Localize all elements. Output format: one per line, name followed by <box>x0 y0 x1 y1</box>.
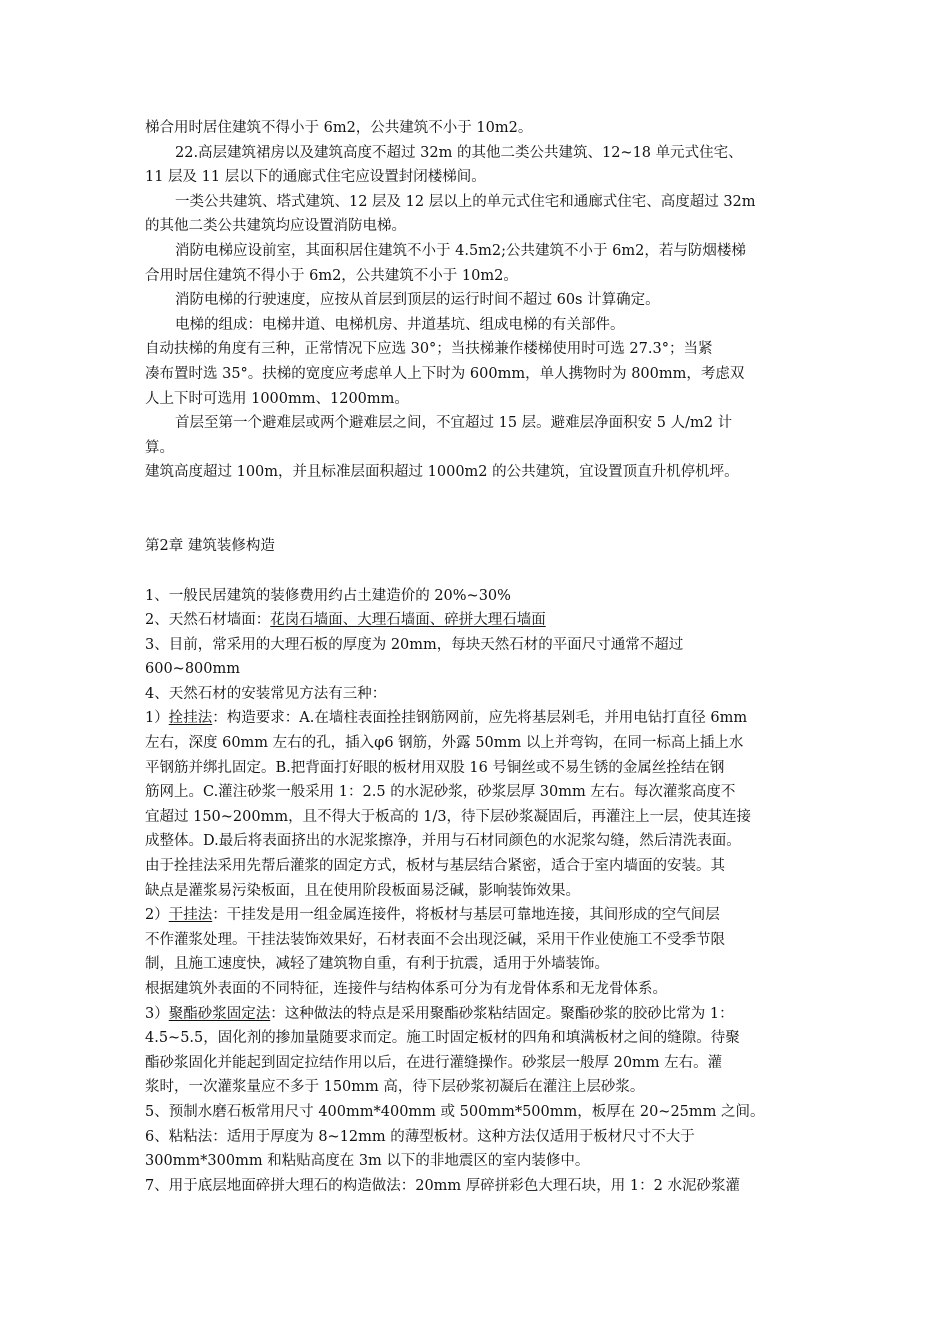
text-line: 制，且施工速度快，减轻了建筑物自重，有利于抗震，适用于外墙装饰。 <box>145 956 609 973</box>
text-line <box>145 1002 810 1027</box>
item-prefix: 2、天然石材墙面： <box>145 612 271 629</box>
text-line: 首层至第一个避难层或两个避难层之间，不宜超过 15 层。避难层净面积安 5 人/m2 计 <box>175 415 733 432</box>
text-line: 消防电梯的行驶速度，应按从首层到顶层的运行时间不超过 60s 计算确定。 <box>175 292 660 309</box>
underlined-term: 花岗石墙面、大理石墙面、碎拼大理石墙面 <box>270 612 546 629</box>
text-line: 一类公共建筑、塔式建筑、12 层及 12 层以上的单元式住宅和通廊式住宅、高度超过 32m <box>175 193 756 210</box>
item-prefix: 3） <box>145 1005 169 1022</box>
text-line: 自动扶梯的角度有三种，正常情况下应选 30°；当扶梯兼作楼梯使用时可选 27.3°；当紧 <box>145 341 713 358</box>
text-line: 浆时，一次灌浆量应不多于 150mm 高，待下层砂浆初凝后在灌注上层砂浆。 <box>145 1079 645 1096</box>
text-line <box>145 706 810 731</box>
text-line: 酯砂浆固化并能起到固定拉结作用以后，在进行灌缝操作。砂浆层一般厚 20mm 左右。灌 <box>145 1054 723 1071</box>
text-line: 6、粘粘法：适用于厚度为 8~12mm 的薄型板材。这种方法仅适用于板材尺寸不大于 <box>145 1128 695 1145</box>
text-line: 的其他二类公共建筑均应设置消防电梯。 <box>145 218 406 235</box>
text-line: 4、天然石材的安装常见方法有三种： <box>145 685 387 702</box>
text-line: 根据建筑外表面的不同特征，连接件与结构体系可分为有龙骨体系和无龙骨体系。 <box>145 981 667 997</box>
text-line: 合用时居住建筑不得小于 6m2，公共建筑不小于 10m2。 <box>145 267 518 284</box>
item-prefix: 2） <box>145 907 169 924</box>
text-line: 凑布置时选 35°。扶梯的宽度应考虑单人上下时为 600mm，单人携物时为 800mm，考虑双 <box>145 365 745 382</box>
text-line: 11 层及 11 层以下的通廊式住宅应设置封闭楼梯间。 <box>145 169 486 186</box>
text-line: 梯合用时居住建筑不得小于 6m2，公共建筑不小于 10m2。 <box>145 120 533 136</box>
text-line: 建筑高度超过 100m，并且标准层面积超过 1000m2 的公共建筑，宜设置顶直升机停机坪。 <box>145 464 739 481</box>
text-line: 5、预制水磨石板常用尺寸 400mm*400mm 或 500mm*500mm，板厚在 20~25mm 之间。 <box>145 1103 765 1120</box>
text-line: 消防电梯应设前室，其面积居住建筑不小于 4.5m2;公共建筑不小于 6m2，若与防烟楼梯 <box>175 242 746 259</box>
underlined-term: 干挂法 <box>168 907 213 924</box>
text-line: 4.5~5.5，固化剂的掺加量随要求而定。施工时固定板材的四角和填满板材之间的缝隙。待聚 <box>145 1030 740 1047</box>
underlined-term: 聚酯砂浆固定法 <box>168 1005 271 1022</box>
text-line: 300mm*300mm 和粘贴高度在 3m 以下的非地震区的室内装修中。 <box>145 1153 590 1170</box>
document-content <box>145 116 810 1198</box>
item-text: ：这种做法的特点是采用聚酯砂浆粘结固定。聚酯砂浆的胶砂比常为 1： <box>270 1005 734 1022</box>
text-line: 600~800mm <box>145 661 241 678</box>
text-line: 算。 <box>145 439 174 456</box>
chapter-heading: 第2章 建筑装修构造 <box>145 537 275 554</box>
text-line: 不作灌浆处理。干挂法装饰效果好，石材表面不会出现泛碱，采用干作业使施工不受季节限 <box>145 931 725 948</box>
underlined-term: 拴挂法 <box>168 710 213 727</box>
text-line <box>145 608 810 633</box>
text-line: 电梯的组成：电梯井道、电梯机房、井道基坑、组成电梯的有关部件。 <box>175 316 625 333</box>
text-line: 左右，深度 60mm 左右的孔，插入φ6 钢筋，外露 50mm 以上并弯钩，在同一标高上插上水 <box>145 735 744 752</box>
text-line: 由于拴挂法采用先帮后灌浆的固定方式，板材与基层结合紧密，适合于室内墙面的安装。其 <box>145 858 725 875</box>
item-text: ：干挂发是用一组金属连接件，将板材与基层可靠地连接，其间形成的空气间层 <box>212 907 720 924</box>
text-line: 1、一般民居建筑的装修费用约占土建造价的 20%~30% <box>145 587 511 604</box>
text-line: 3、目前，常采用的大理石板的厚度为 20mm，每块天然石材的平面尺寸通常不超过 <box>145 636 684 653</box>
text-line: 筋网上。C.灌注砂浆一般采用 1：2.5 的水泥砂浆，砂浆层厚 30mm 左右。每次灌浆高度不 <box>145 784 736 801</box>
item-text: ：构造要求：A.在墙柱表面拴挂钢筋网前，应先将基层剁毛，并用电钻打直径 6mm <box>212 710 748 727</box>
text-line <box>145 903 810 928</box>
text-line: 成整体。D.最后将表面挤出的水泥浆擦净，并用与石材同颜色的水泥浆勾缝，然后清洗表面。 <box>145 833 741 850</box>
text-line: 宜超过 150~200mm，且不得大于板高的 1/3，待下层砂浆凝固后，再灌注上一层，使其连接 <box>145 808 752 825</box>
item-prefix: 1） <box>145 710 169 727</box>
text-line: 7、用于底层地面碎拼大理石的构造做法：20mm 厚碎拼彩色大理石块，用 1：2 水泥砂浆灌 <box>145 1177 740 1194</box>
text-line: 缺点是灌浆易污染板面，且在使用阶段板面易泛碱，影响装饰效果。 <box>145 882 580 899</box>
text-line: 22.高层建筑裙房以及建筑高度不超过 32m 的其他二类公共建筑、12~18 单元式住宅、 <box>175 144 743 161</box>
text-line: 平钢筋并绑扎固定。B.把背面打好眼的板材用双股 16 号铜丝或不易生锈的金属丝拴结在钢 <box>145 759 725 776</box>
text-line: 人上下时可选用 1000mm、1200mm。 <box>145 390 409 407</box>
